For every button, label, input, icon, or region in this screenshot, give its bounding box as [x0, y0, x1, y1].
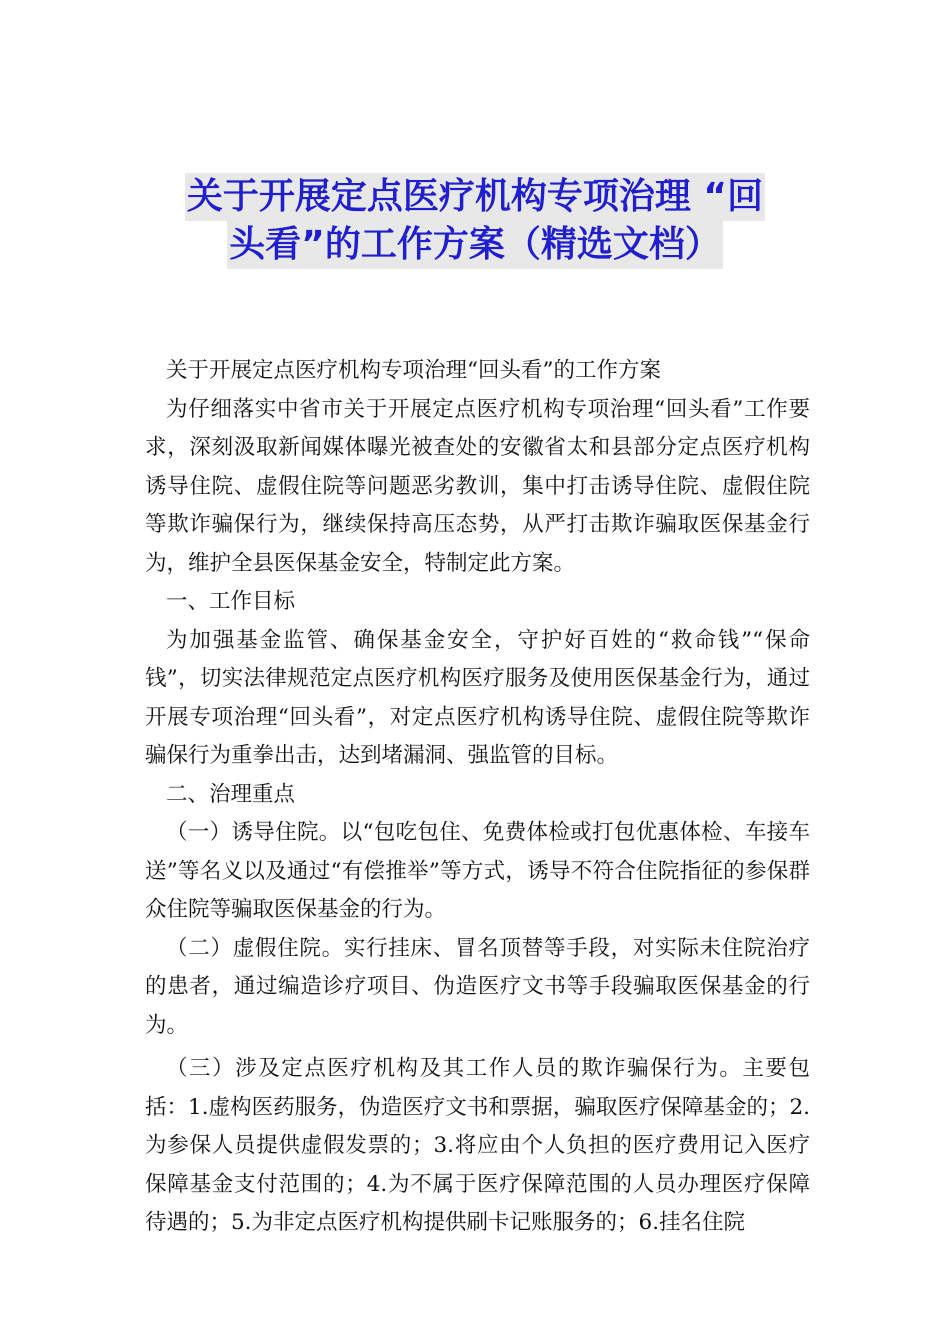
intro-paragraph: 为仔细落实中省市关于开展定点医疗机构专项治理“回头看”工作要求，深刻汲取新闻媒体曝光被查处的安徽省太和县部分定点医疗机构诱导住院、虚假住院等问题恶劣教训，集中打击诱导住院、虚假住院等欺诈骗保行为，继续保持高压态势，从严打击欺诈骗取医保基金行为，维护全县医保基金安全，特制定此方案。	[145, 396, 810, 576]
section-heading-goals: 一、工作目标	[166, 589, 296, 614]
title-line-1: 关于开展定点医疗机构专项治理 “回	[185, 173, 765, 221]
document-title	[0, 173, 950, 269]
focus-item-3: （三）涉及定点医疗机构及其工作人员的欺诈骗保行为。主要包括：1.虚构医药服务，伪造医疗文书和票据，骗取医疗保障基金的；2.为参保人员提供虚假发票的；3.将应由个人负担的医疗费用记入医疗保障基金支付范围的；4.为不属于医疗保障范围的人员办理医疗保障待遇的；5.为非定点医疗机构提供刷卡记账服务的；6.挂名住院	[145, 1056, 810, 1235]
title-line-2: 头看”的工作方案（精选文档）	[227, 221, 723, 269]
focus-item-2: （二）虚假住院。实行挂床、冒名顶替等手段，对实际未住院治疗的患者，通过编造诊疗项目、伪造医疗文书等手段骗取医保基金的行为。	[145, 935, 810, 1038]
document-body	[145, 352, 810, 1243]
subtitle-paragraph: 关于开展定点医疗机构专项治理“回头看”的工作方案	[166, 358, 661, 383]
goals-paragraph: 为加强基金监管、确保基金安全，守护好百姓的“救命钱”“保命钱”，切实法律规范定点医疗机构医疗服务及使用医保基金行为，通过开展专项治理“回头看”，对定点医疗机构诱导住院、虚假住院等欺诈骗保行为重拳出击，达到堵漏洞、强监管的目标。	[145, 627, 810, 768]
focus-item-1: （一）诱导住院。以“包吃包住、免费体检或打包优惠体检、车接车送”等名义以及通过“有偿推举”等方式，诱导不符合住院指征的参保群众住院等骗取医保基金的行为。	[145, 820, 810, 922]
section-heading-focus: 二、治理重点	[166, 781, 296, 807]
